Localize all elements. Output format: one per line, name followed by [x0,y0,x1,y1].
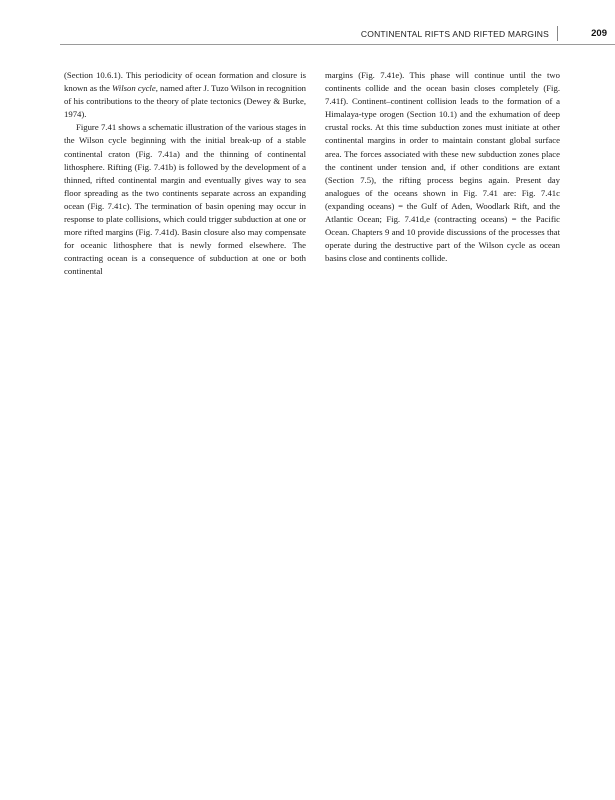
left-paragraph-2: Figure 7.41 shows a schematic illustration of the various stages in the Wilson cycle beginning with the initial break-up of a stable continental craton (Fig. 7.41a) and the thinning of continental lithosphere. Rifting (Fig. 7.41b) is followed by the development of a thinned, rifted continental margin and eventually gives way to sea floor spreading as the two continents separate across an expanding ocean (Fig. 7.41c). The termination of basin opening may occur in response to plate collisions, which could trigger subduction at one or more rifted margins (Fig. 7.41d). Basin closure also may compensate for oceanic lithosphere that is newly formed elsewhere. The contracting ocean is a consequence of subduction at one or both continental [64,122,306,277]
wilson-cycle-term: Wilson cycle [112,83,156,94]
para1-text-after: , named after J. Tuzo Wilson in recognition of his contributions to the theory of plate tectonics (Dewey & Burke, 1974). [64,83,307,120]
running-head [0,29,615,43]
para1-text-before: (Section 10.6.1). This periodicity of ocean formation and closure is known as the [64,70,306,94]
right-paragraph-1: margins (Fig. 7.41e). This phase will continue until the two continents collide and the ocean basin closes completely (Fig. 7.41f). Continent–continent collision leads to the formation of a Himalaya-type orogen (Section 10.1) and the exhumation of deep crustal rocks. At this time subduction zones must initiate at other continental margins in order to maintain constant global surface area. The forces associated with these new subduction zones place the continent under tension and, if other conditions are extant (Section 7.5), the rifting process begins again. Present day analogues of the oceans shown in Fig. 7.41 are: Fig. 7.41c (expanding oceans) = the Gulf of Aden, Woodlark Rift, and the Atlantic Ocean; Fig. 7.41d,e (contracting oceans) = the Pacific Ocean. Chapters 9 and 10 provide discussions of the processes that operate during the destructive part of the Wilson cycle as ocean basins close and continents collide. [325,70,560,264]
page-number: 209 [591,28,607,39]
left-column [64,69,306,279]
left-paragraph-1 [64,69,306,121]
right-column [325,69,560,265]
header-rule [60,44,615,45]
running-title: CONTINENTAL RIFTS AND RIFTED MARGINS [360,29,549,39]
header-separator [557,26,558,41]
